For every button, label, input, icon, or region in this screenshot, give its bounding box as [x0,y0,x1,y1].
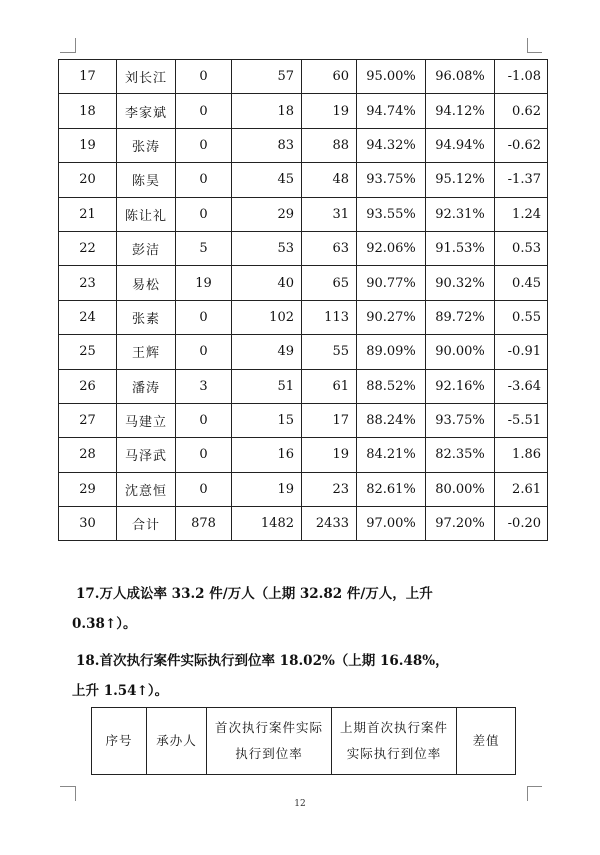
cell-carryover: 0 [176,438,232,472]
cell-prev-rate: 94.12% [426,94,495,128]
cell-rate: 90.27% [357,300,426,334]
cell-rate: 88.24% [357,403,426,437]
cell-difference: 2.61 [495,472,548,506]
crop-mark-top-left-h [60,52,75,53]
cell-total: 17 [302,403,357,437]
header-row [92,708,516,775]
table-row [59,197,548,231]
cell-carryover: 0 [176,163,232,197]
table-row [59,266,548,300]
table-row [59,438,548,472]
cell-index: 21 [59,197,117,231]
table-row [59,300,548,334]
cell-difference: -1.08 [495,60,548,94]
cell-closed: 53 [232,231,302,265]
cell-prev-rate: 80.00% [426,472,495,506]
cell-closed: 19 [232,472,302,506]
cell-rate: 84.21% [357,438,426,472]
cell-prev-rate: 90.32% [426,266,495,300]
section-17-line-1: 17.万人成讼率 33.2 件/万人（上期 32.82 件/万人，上升 [76,586,433,602]
cell-total: 88 [302,128,357,162]
cell-rate: 90.77% [357,266,426,300]
cell-rate: 92.06% [357,231,426,265]
cell-prev-rate: 97.20% [426,507,495,541]
section-17-paragraph [72,579,546,639]
cell-prev-rate: 93.75% [426,403,495,437]
header-cell-index: 序号 [92,708,147,775]
section-17-line-2: 0.38↑）。 [72,616,137,632]
cell-prev-rate: 91.53% [426,231,495,265]
cell-closed: 1482 [232,507,302,541]
cell-difference: 0.55 [495,300,548,334]
cell-closed: 15 [232,403,302,437]
cell-prev-rate: 92.31% [426,197,495,231]
cell-prev-rate: 95.12% [426,163,495,197]
cell-carryover: 0 [176,472,232,506]
cell-difference: 0.45 [495,266,548,300]
cell-rate: 89.09% [357,335,426,369]
crop-mark-bottom-left-h [60,786,75,787]
cell-prev-rate: 90.00% [426,335,495,369]
cell-handler: 陈昊 [117,163,176,197]
table-row [59,60,548,94]
cell-prev-rate: 94.94% [426,128,495,162]
cell-index: 28 [59,438,117,472]
cell-closed: 102 [232,300,302,334]
cell-closed: 16 [232,438,302,472]
cell-total: 63 [302,231,357,265]
cell-prev-rate: 89.72% [426,300,495,334]
cell-total: 23 [302,472,357,506]
cell-total: 113 [302,300,357,334]
cell-index: 18 [59,94,117,128]
cell-difference: 1.24 [495,197,548,231]
cell-total: 31 [302,197,357,231]
enforcement-rate-table [58,59,548,541]
cell-handler: 合计 [117,507,176,541]
cell-handler: 李家斌 [117,94,176,128]
crop-mark-top-right-h [527,52,542,53]
cell-rate: 94.74% [357,94,426,128]
header-cell-previous-rate: 上期首次执行案件实际执行到位率 [332,708,457,775]
cell-handler: 潘涛 [117,369,176,403]
crop-mark-top-left-v [75,38,76,53]
cell-index: 29 [59,472,117,506]
cell-handler: 王辉 [117,335,176,369]
cell-rate: 88.52% [357,369,426,403]
page-number: 12 [294,799,306,809]
table-row [59,94,548,128]
section-18-line-1: 18.首次执行案件实际执行到位率 18.02%（上期 16.48%， [76,653,449,669]
cell-difference: -0.62 [495,128,548,162]
header-cell-current-rate: 首次执行案件实际执行到位率 [207,708,332,775]
cell-closed: 45 [232,163,302,197]
cell-carryover: 0 [176,60,232,94]
header-cell-difference: 差值 [457,708,516,775]
cell-carryover: 0 [176,94,232,128]
cell-handler: 彭洁 [117,231,176,265]
cell-index: 25 [59,335,117,369]
cell-index: 20 [59,163,117,197]
cell-total: 61 [302,369,357,403]
cell-closed: 51 [232,369,302,403]
cell-total: 2433 [302,507,357,541]
cell-closed: 40 [232,266,302,300]
cell-carryover: 0 [176,197,232,231]
cell-closed: 83 [232,128,302,162]
cell-prev-rate: 82.35% [426,438,495,472]
cell-difference: -1.37 [495,163,548,197]
table-row [59,128,548,162]
cell-difference: -5.51 [495,403,548,437]
cell-carryover: 0 [176,335,232,369]
table-row [59,231,548,265]
cell-prev-rate: 92.16% [426,369,495,403]
section-18-paragraph [72,646,546,706]
cell-prev-rate: 96.08% [426,60,495,94]
cell-closed: 29 [232,197,302,231]
table-row [59,335,548,369]
cell-index: 26 [59,369,117,403]
cell-total: 19 [302,438,357,472]
enforcement-rate-table-body [59,60,548,541]
table-row [59,369,548,403]
cell-difference: 0.62 [495,94,548,128]
cell-closed: 49 [232,335,302,369]
cell-total: 55 [302,335,357,369]
cell-difference: 1.86 [495,438,548,472]
cell-difference: -0.20 [495,507,548,541]
cell-carryover: 878 [176,507,232,541]
cell-difference: 0.53 [495,231,548,265]
cell-total: 19 [302,94,357,128]
cell-handler: 张涛 [117,128,176,162]
cell-handler: 陈让礼 [117,197,176,231]
cell-closed: 57 [232,60,302,94]
cell-carryover: 0 [176,128,232,162]
crop-mark-bottom-right-h [527,786,542,787]
cell-index: 19 [59,128,117,162]
cell-rate: 93.75% [357,163,426,197]
cell-handler: 易松 [117,266,176,300]
cell-carryover: 0 [176,300,232,334]
cell-rate: 95.00% [357,60,426,94]
cell-difference: -3.64 [495,369,548,403]
cell-rate: 94.32% [357,128,426,162]
cell-rate: 97.00% [357,507,426,541]
cell-carryover: 0 [176,403,232,437]
cell-total: 65 [302,266,357,300]
cell-index: 24 [59,300,117,334]
cell-rate: 93.55% [357,197,426,231]
cell-handler: 张素 [117,300,176,334]
cell-difference: -0.91 [495,335,548,369]
cell-handler: 马泽武 [117,438,176,472]
cell-index: 23 [59,266,117,300]
cell-handler: 刘长江 [117,60,176,94]
table-row [59,507,548,541]
cell-total: 60 [302,60,357,94]
cell-index: 27 [59,403,117,437]
cell-index: 30 [59,507,117,541]
header-cell-handler: 承办人 [147,708,207,775]
cell-rate: 82.61% [357,472,426,506]
crop-mark-top-right-v [527,38,528,53]
table-row [59,163,548,197]
cell-index: 22 [59,231,117,265]
cell-handler: 沈意恒 [117,472,176,506]
cell-closed: 18 [232,94,302,128]
table-row [59,403,548,437]
cell-carryover: 5 [176,231,232,265]
cell-handler: 马建立 [117,403,176,437]
first-execution-rate-table-header [91,707,516,775]
cell-index: 17 [59,60,117,94]
cell-total: 48 [302,163,357,197]
cell-carryover: 19 [176,266,232,300]
section-18-line-2: 上升 1.54↑）。 [72,683,169,699]
cell-carryover: 3 [176,369,232,403]
table-row [59,472,548,506]
